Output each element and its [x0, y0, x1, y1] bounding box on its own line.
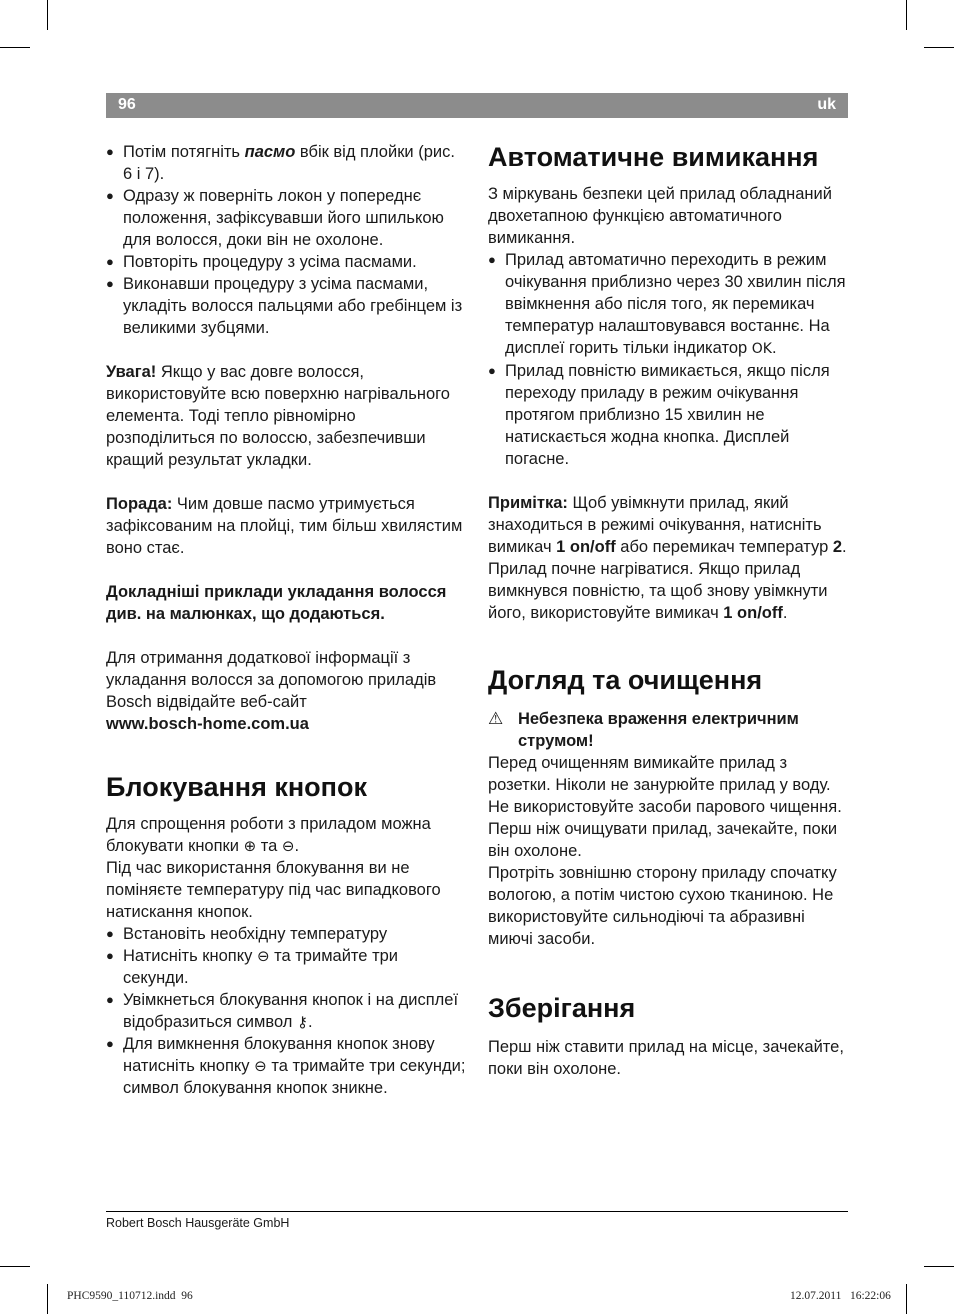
storage-paragraph: Перш ніж ставити прилад на місце, зачекайте, поки він охолоне.: [488, 1038, 844, 1078]
info-paragraph: Для отримання додаткової інформації з укладання волосся за допомогою приладів Bosch відвідайте веб-сайт www.bosch-home.com.ua: [106, 649, 437, 733]
list-item: ● Увімкнеться блокування кнопок і на дисплеї відобразиться символ ⚷.: [106, 989, 468, 1033]
list-item: ● Повторіть процедуру з усіма пасмами.: [106, 251, 468, 273]
right-column: [488, 141, 850, 1080]
footer-company: Robert Bosch Hausgeräte GmbH: [106, 1216, 290, 1230]
lock-steps-list: [106, 923, 468, 1099]
minus-button-icon: ⊖: [281, 837, 295, 855]
crop-mark: [0, 47, 30, 48]
section-heading-auto-off: Автоматичне вимикання: [488, 142, 819, 172]
care-paragraph-2: Протріть зовнішню сторону приладу спочатку вологою, а потім чистою сухою тканиною. Не використовуйте сильнодіючі та абразивні миючі засоби.: [488, 864, 837, 948]
list-item: ● Виконавши процедуру з усіма пасмами, укладіть волосся пальцями або гребінцем із великими зубцями.: [106, 273, 468, 339]
section-heading-lock: Блокування кнопок: [106, 772, 367, 802]
lock-intro: Для спрощення роботи з приладом можна блокувати кнопки ⊕ та ⊖. Під час використання блокування ви не поміняєте температуру під час випадкового натискання кнопок.: [106, 815, 441, 921]
crop-mark: [0, 1266, 30, 1267]
crop-mark: [47, 1284, 48, 1314]
list-item: ● Для вимкнення блокування кнопок знову натисніть кнопку ⊖ та тримайте три секунди; символ блокування кнопок зникне.: [106, 1033, 468, 1099]
language-code: uk: [817, 96, 836, 113]
plus-button-icon: ⊕: [243, 837, 257, 855]
note-paragraph: Примітка: Щоб увімкнути прилад, який знаходиться в режимі очікування, натисніть вимикач 1 on/off або перемикач температур 2. Прилад почне нагріватися. Якщо прилад вимкнувся повністю, та щоб знову увімкнути його, використовуйте вимикач 1 on/off.: [488, 494, 847, 622]
shock-warning: ⚠ Небезпека враження електричним струмом!: [488, 709, 799, 750]
footer-divider: [106, 1211, 848, 1212]
page-number: 96: [118, 96, 136, 113]
list-item: ● Потім потягніть пасмо вбік від плойки (рис. 6 і 7).: [106, 141, 468, 185]
crop-mark: [47, 0, 48, 30]
list-item: ● Прилад автоматично переходить в режим очікування приблизно через 30 хвилин після ввімкнення або після того, як перемикач температур налаштовувався востаннє. На дисплеї горить тільки індикатор OK.: [488, 249, 850, 360]
attention-paragraph: Увага! Якщо у вас довге волосся, використовуйте всю поверхню нагрівального елемента. Тоді тепло рівномірно розподілиться по волоссю, забезпечивши кращий результат укладки.: [106, 363, 450, 469]
examples-note: Докладніші приклади укладання волосся див. на малюнках, що додаються.: [106, 583, 447, 623]
care-paragraph-1: Перед очищенням вимикайте прилад з розетки. Ніколи не занурюйте прилад у воду. Не використовуйте засоби парового чищення. Перш ніж очищувати прилад, зачекайте, поки він охолоне.: [488, 754, 842, 860]
list-item: ● Натисніть кнопку ⊖ та тримайте три секунди.: [106, 945, 468, 989]
left-column: [106, 141, 468, 1099]
minus-button-icon: ⊖: [256, 947, 270, 965]
list-item: ● Одразу ж поверніть локон у попереднє положення, зафіксувавши його шпилькою для волосся, доки він не охолоне.: [106, 185, 468, 251]
page-header: [106, 93, 848, 118]
slug-file: PHC9590_110712.indd 96: [67, 1290, 193, 1302]
crop-mark: [924, 47, 954, 48]
minus-button-icon: ⊖: [254, 1057, 267, 1075]
website-link[interactable]: www.bosch-home.com.ua: [106, 715, 309, 733]
slug-timestamp: 12.07.2011 16:22:06: [790, 1290, 891, 1302]
styling-steps-list: [106, 141, 468, 339]
auto-off-list: [488, 249, 850, 470]
list-item: ● Встановіть необхідну температуру: [106, 923, 468, 945]
warning-triangle-icon: ⚠: [488, 709, 504, 729]
list-item: ● Прилад повністю вимикається, якщо після переходу приладу в режим очікування протягом приблизно 15 хвилин не натискається жодна кнопка. Дисплей погасне.: [488, 360, 850, 470]
tip-paragraph: Порада: Чим довше пасмо утримується зафіксованим на плойці, тим більш хвилястим воно стає.: [106, 495, 463, 557]
section-heading-storage: Зберігання: [488, 993, 636, 1023]
auto-off-intro: З міркувань безпеки цей прилад обладнаний двохетапною функцією автоматичного вимикання.: [488, 185, 832, 247]
crop-mark: [906, 1284, 907, 1314]
ok-indicator: OK: [751, 341, 772, 357]
crop-mark: [924, 1266, 954, 1267]
crop-mark: [906, 0, 907, 30]
key-lock-icon: ⚷: [296, 1013, 308, 1031]
section-heading-care: Догляд та очищення: [488, 665, 763, 695]
